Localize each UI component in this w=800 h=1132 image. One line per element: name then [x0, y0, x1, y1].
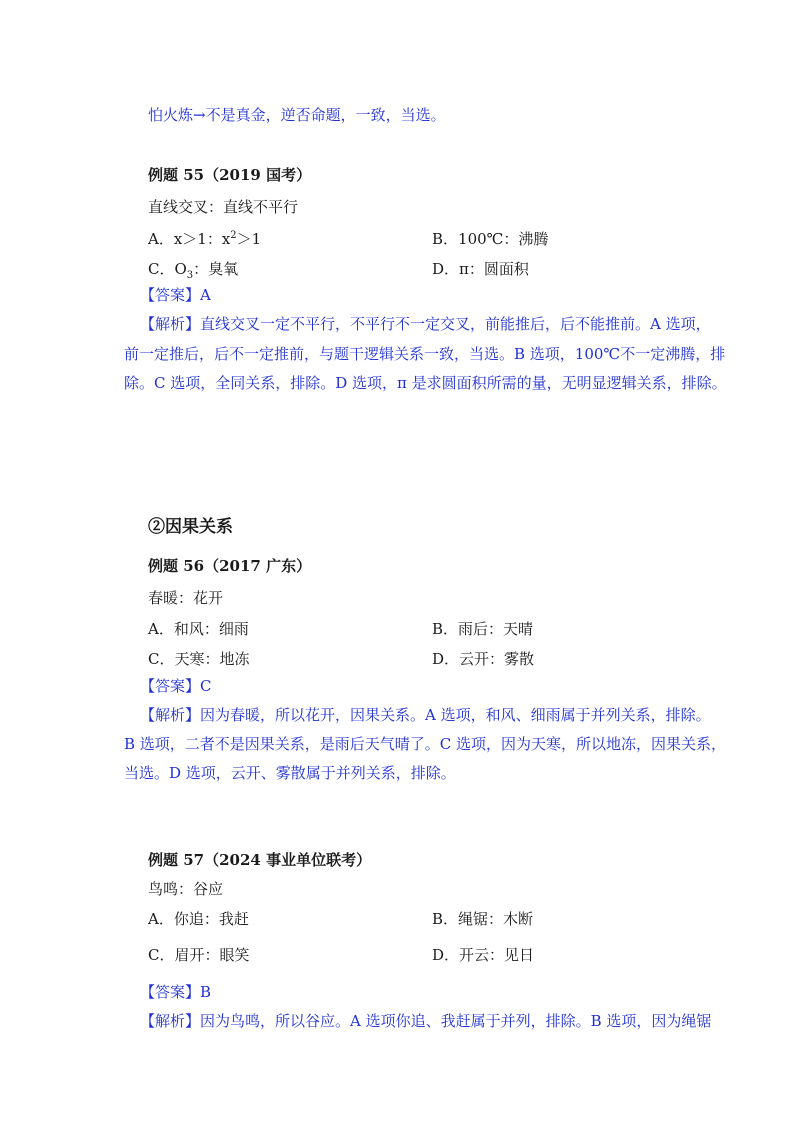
q57-option-a: A．你追：我赶 — [148, 910, 249, 928]
q55-option-d: D．π：圆面积 — [432, 260, 529, 278]
q55-option-c-post: ：臭氧 — [193, 260, 239, 278]
q57-option-d: D．开云：见日 — [432, 946, 535, 964]
q55-option-a-post: ＞1 — [236, 230, 262, 248]
q57-analysis-text-1: 因为鸟鸣，所以谷应。A 选项你追、我赶属于并列，排除。B 选项，因为绳锯 — [200, 1012, 712, 1030]
q56-answer-value: C — [200, 677, 212, 695]
q56-analysis-tag: 【解析】 — [140, 706, 201, 724]
q55-analysis-line-1 — [140, 314, 711, 334]
q55-option-c-sub: 3 — [186, 270, 194, 281]
q57-answer — [140, 982, 211, 1002]
q56-option-d: D．云开：雾散 — [432, 650, 535, 668]
q55-option-c — [148, 259, 238, 279]
q57-option-b: B．绳锯：木断 — [432, 910, 534, 928]
q55-option-b: B．100℃：沸腾 — [432, 230, 549, 248]
q56-option-c: C．天寒：地冻 — [148, 650, 250, 668]
q56-stem: 春暖：花开 — [148, 589, 224, 607]
q57-title: 例题 57（2024 事业单位联考） — [148, 851, 372, 869]
q57-answer-tag: 【答案】 — [140, 983, 201, 1001]
q55-answer — [140, 285, 211, 305]
q57-stem: 鸟鸣：谷应 — [148, 880, 224, 898]
q56-title: 例题 56（2017 广东） — [148, 557, 312, 575]
q56-analysis-line-3: 当选。D 选项，云开、雾散属于并列关系，排除。 — [124, 764, 456, 782]
q55-answer-tag: 【答案】 — [140, 286, 201, 304]
q57-answer-value: B — [200, 983, 212, 1001]
q55-answer-value: A — [200, 286, 211, 304]
q55-title: 例题 55（2019 国考） — [148, 166, 312, 184]
q55-option-a-pre: A．x＞1：x — [148, 230, 231, 248]
q57-option-c: C．眉开：眼笑 — [148, 946, 250, 964]
q55-analysis-line-3: 除。C 选项，全同关系，排除。D 选项，π 是求圆面积所需的量，无明显逻辑关系，排除。 — [124, 374, 727, 392]
section-heading: ②因果关系 — [148, 517, 233, 537]
q56-analysis-line-1 — [140, 705, 711, 725]
q56-analysis-text-1: 因为春暖，所以花开，因果关系。A 选项，和风、细雨属于并列关系，排除。 — [200, 706, 711, 724]
q56-analysis-line-2: B 选项，二者不是因果关系，是雨后天气晴了。C 选项，因为天寒，所以地冻，因果关系， — [124, 735, 727, 753]
q55-option-a-sup: 2 — [230, 230, 237, 241]
q55-analysis-text-1: 直线交叉一定不平行，不平行不一定交叉，前能推后，后不能推前。A 选项， — [200, 315, 711, 333]
q55-option-c-pre: C．O — [148, 260, 187, 278]
q55-analysis-tag: 【解析】 — [140, 315, 201, 333]
q56-answer — [140, 676, 212, 696]
q55-option-a — [148, 229, 261, 249]
q57-analysis-tag: 【解析】 — [140, 1012, 201, 1030]
q55-analysis-line-2: 前一定推后，后不一定推前，与题干逻辑关系一致，当选。B 选项，100℃不一定沸腾，排 — [124, 345, 726, 363]
q56-answer-tag: 【答案】 — [140, 677, 201, 695]
q57-analysis-line-1 — [140, 1011, 711, 1031]
q56-option-b: B．雨后：天晴 — [432, 620, 534, 638]
q56-option-a: A．和风：细雨 — [148, 620, 249, 638]
q55-stem: 直线交叉：直线不平行 — [148, 198, 299, 216]
intro-tail-text: 怕火炼→不是真金，逆否命题，一致，当选。 — [148, 106, 446, 124]
